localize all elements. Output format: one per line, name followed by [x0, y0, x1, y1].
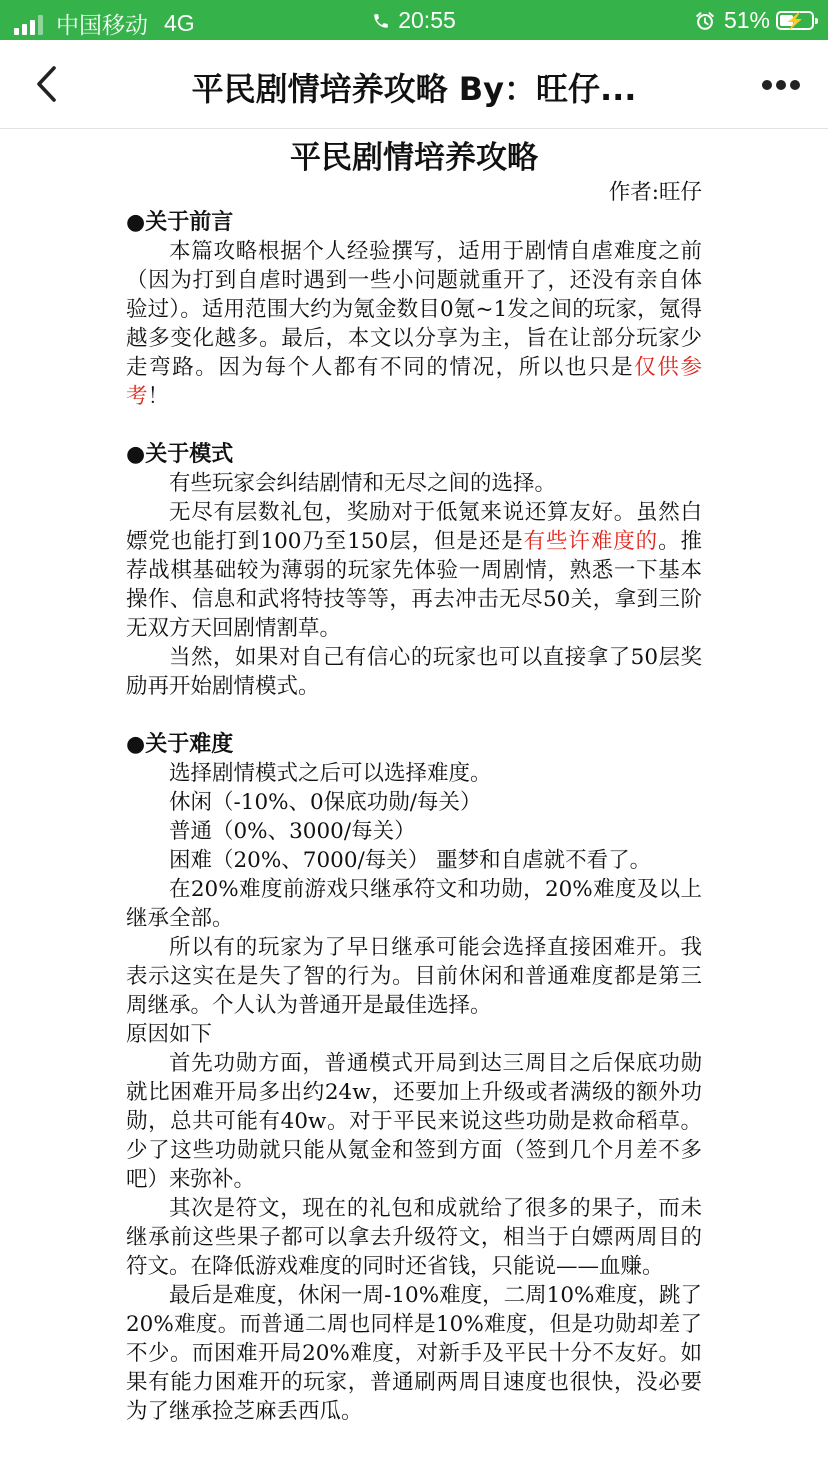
- status-right: [694, 7, 814, 34]
- status-bar: [0, 0, 828, 40]
- article-body: [126, 138, 702, 1426]
- charging-bolt-icon: ⚡: [785, 13, 805, 30]
- carrier-name: 中国移动: [56, 12, 148, 38]
- paragraph: 无尽有层数礼包，奖励对于低氪来说还算友好。虽然白嫖党也能打到100乃至150层，但是还是有些许难度的。推荐战棋基础较为薄弱的玩家先体验一周剧情，熟悉一下基本操作、信息和武将特技等等，再去冲击无尽50关，拿到三阶无双方天回剧情割草。: [126, 500, 702, 641]
- alarm-clock-icon: [694, 10, 716, 32]
- paragraph: 所以有的玩家为了早日继承可能会选择直接困难开。我表示这实在是失了智的行为。目前休闲和普通难度都是第三周继承。个人认为普通开是最佳选择。: [126, 935, 702, 1018]
- paragraph: 当然，如果对自己有信心的玩家也可以直接拿了50层奖励再开始剧情模式。: [126, 645, 702, 699]
- chevron-left-icon[interactable]: [30, 64, 64, 104]
- section-heading: ●关于模式: [126, 442, 234, 467]
- network-type: 4G: [164, 10, 195, 36]
- section-preface: [126, 208, 702, 411]
- paragraph: 在20%难度前游戏只继承符文和功勋，20%难度及以上继承全部。: [126, 877, 702, 931]
- paragraph: 选择剧情模式之后可以选择难度。: [169, 761, 492, 786]
- paragraph: 其次是符文，现在的礼包和成就给了很多的果子，而未继承前这些果子都可以拿去升级符文，相当于白嫖两周目的符文。在降低游戏难度的同时还省钱，只能说——血赚。: [126, 1196, 702, 1279]
- article-title: 平民剧情培养攻略: [290, 140, 538, 176]
- paragraph: 原因如下: [126, 1022, 213, 1047]
- nav-bar: [0, 40, 828, 129]
- more-dots-icon[interactable]: [758, 80, 800, 90]
- clock-time: 20:55: [398, 7, 456, 33]
- paragraph: 有些玩家会纠结剧情和无尽之间的选择。: [169, 471, 557, 496]
- paragraph: 本篇攻略根据个人经验撰写，适用于剧情自虐难度之前（因为打到自虐时遇到一些小问题就重开了，还没有亲自体验过）。适用范围大约为氪金数目0氪~1发之间的玩家，氪得越多变化越多。最后，本文以分享为主，旨在让部分玩家少走弯路。因为每个人都有不同的情况，所以也只是仅供参考！: [126, 239, 702, 409]
- battery-percent: 51%: [723, 7, 770, 33]
- paragraph: 休闲（-10%、0保底功勋/每关）: [169, 790, 482, 815]
- highlight-text: 仅供参考: [126, 355, 702, 409]
- paragraph: 普通（0%、3000/每关）: [169, 819, 416, 844]
- highlight-text: 有些许难度的: [523, 529, 659, 554]
- paragraph: 困难（20%、7000/每关） 噩梦和自虐就不看了。: [169, 848, 652, 873]
- paragraph: 最后是难度，休闲一周-10%难度，二周10%难度，跳了20%难度。而普通二周也同样是10%难度，但是功勋却差了不少。而困难开局20%难度，对新手及平民十分不友好。如果有能力困难开的玩家，普通刷两周目速度也很快，没必要为了继承捡芝麻丢西瓜。: [126, 1283, 702, 1424]
- section-mode: [126, 440, 702, 701]
- paragraph: 首先功勋方面，普通模式开局到达三周目之后保底功勋就比困难开局多出约24w，还要加上升级或者满级的额外功勋，总共可能有40w。对于平民来说这些功勋是救命稻草。少了这些功勋就只能从氪金和签到方面（签到几个月差不多吧）来弥补。: [126, 1051, 702, 1192]
- battery-icon: [776, 11, 814, 30]
- nav-title: 平民剧情培养攻略 By：旺仔...: [191, 70, 637, 108]
- section-heading: ●关于前言: [126, 210, 234, 235]
- article-author: 作者:旺仔: [608, 180, 702, 205]
- section-difficulty: [126, 730, 702, 1426]
- section-heading: ●关于难度: [126, 732, 234, 757]
- phone-call-icon: [372, 12, 390, 30]
